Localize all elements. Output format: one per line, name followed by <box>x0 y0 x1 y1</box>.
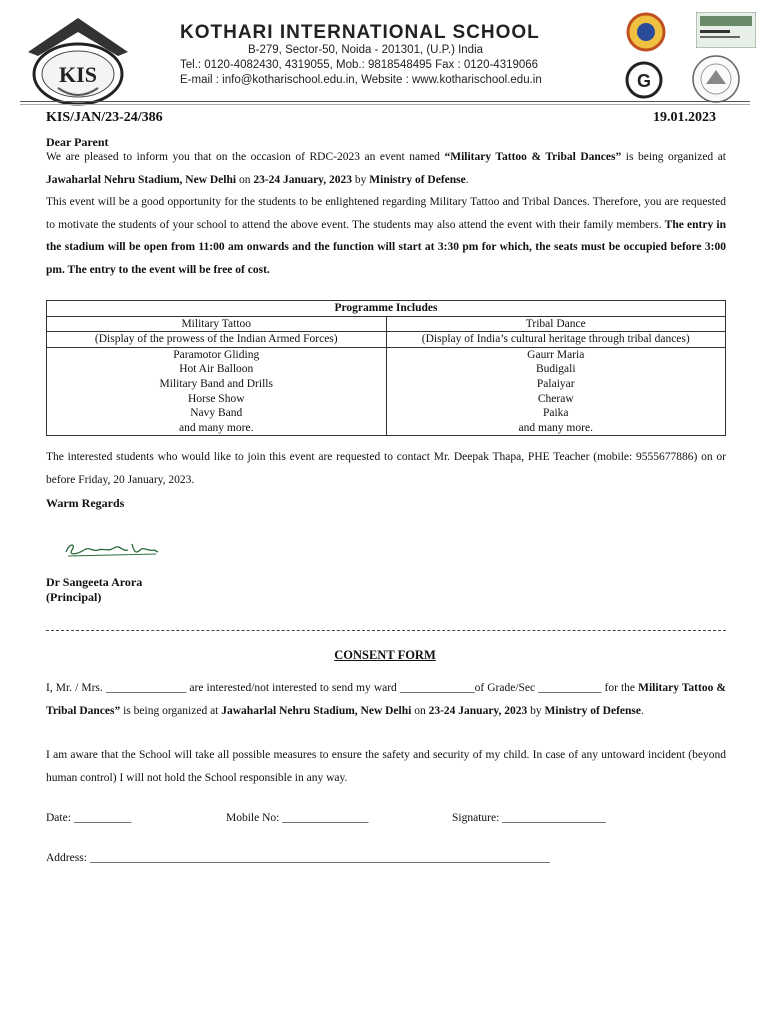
list-item: Military Band and Drills <box>159 377 273 390</box>
signer-title: (Principal) <box>46 590 102 604</box>
salutation: Dear Parent <box>46 135 109 149</box>
cut-line <box>46 630 726 631</box>
list-item: Horse Show <box>187 392 245 405</box>
international-award-badge-icon <box>696 12 756 48</box>
header-rule <box>20 101 750 102</box>
header-rule-secondary <box>20 104 750 105</box>
signer-name: Dr Sangeeta Arora <box>46 575 143 589</box>
school-name: KOTHARI INTERNATIONAL SCHOOL <box>180 22 540 43</box>
military-tattoo-subheading: (Display of the prowess of the Indian Armed Forces) <box>47 332 387 348</box>
tribal-dance-subheading: (Display of India’s cultural heritage through tribal dances) <box>386 332 726 348</box>
list-item: and many more. <box>179 421 254 434</box>
school-email: E-mail : info@kotharischool.edu.in, Website : www.kotharischool.edu.in <box>180 74 542 86</box>
date-field[interactable]: Date: __________ <box>46 812 132 824</box>
paragraph-intro: We are pleased to inform you that on the occasion of RDC-2023 an event named “Military Tattoo & Tribal Dances” is being organized at Jawaharlal Nehru Stadium, New Delhi on 23-24 January, 2023 by Ministry of Defense. <box>46 151 726 186</box>
list-item: Gaurr Maria <box>527 348 585 361</box>
list-item: and many more. <box>518 421 593 434</box>
logo-monogram: KIS <box>59 62 97 87</box>
address-field[interactable]: Address: ________________________________________________________________________________ <box>46 852 550 864</box>
board-badge-icon <box>624 60 664 100</box>
reference-number: KIS/JAN/23-24/386 <box>46 110 163 125</box>
list-item: Budigali <box>535 363 576 376</box>
list-item: Palaiyar <box>536 377 575 390</box>
paragraph-details: This event will be a good opportunity for the students to be enlightened regarding Military Tattoo and Tribal Dances. Therefore, you are requested to motivate the students of your school to attend the above event. The students may also attend the event with their family members. The entry in the stadium will be open from 11:00 am onwards and the function will start at 3:30 pm for which, the seats must be occupied before 3:00 pm. The entry to the event will be free of cost. <box>46 196 726 276</box>
school-phone: Tel.: 0120-4082430, 4319055, Mob.: 9818548495 Fax : 0120-4319066 <box>180 59 539 71</box>
signature-field[interactable]: Signature: __________________ <box>452 812 606 824</box>
list-item: Paramotor Gliding <box>173 348 260 361</box>
consent-statement: I, Mr. / Mrs. ______________ are interested/not interested to send my ward _____________of Grade/Sec ___________ for the Military Tattoo & Tribal Dances” is being organized at Jawaharlal Nehru Stadium, New Delhi on 23-24 January, 2023 by Ministry of Defense. <box>46 682 726 717</box>
list-item: Hot Air Balloon <box>179 363 254 376</box>
svg-text:G: G <box>636 71 652 91</box>
school-address: B-279, Sector-50, Noida - 201301, (U.P.) India <box>248 44 484 56</box>
school-logo <box>18 12 138 108</box>
mobile-field[interactable]: Mobile No: _______________ <box>226 812 369 824</box>
programme-title: Programme Includes <box>47 301 726 317</box>
international-school-award-seal-icon <box>686 54 746 104</box>
list-item: Navy Band <box>190 407 243 420</box>
closing-regards: Warm Regards <box>46 496 125 510</box>
list-item: Paika <box>542 407 569 420</box>
tribal-dance-items <box>386 347 726 436</box>
letter-date: 19.01.2023 <box>653 110 716 125</box>
paragraph-contact: The interested students who would like to join this event are requested to contact Mr. Deepak Thapa, PHE Teacher (mobile: 9555677886) on or before Friday, 20 January, 2023. <box>46 451 726 486</box>
principal-signature <box>62 538 162 562</box>
tribal-dance-heading: Tribal Dance <box>386 316 726 332</box>
military-tattoo-heading: Military Tattoo <box>47 316 387 332</box>
consent-form-title: CONSENT FORM <box>334 648 436 662</box>
consent-declaration: I am aware that the School will take all possible measures to ensure the safety and security of my child. In case of any untoward incident (beyond human control) I will not hold the School responsible in any way. <box>46 749 726 784</box>
military-tattoo-items <box>47 347 387 436</box>
list-item: Cheraw <box>537 392 574 405</box>
programme-table <box>46 300 726 436</box>
accreditation-badge-icon <box>626 12 666 52</box>
